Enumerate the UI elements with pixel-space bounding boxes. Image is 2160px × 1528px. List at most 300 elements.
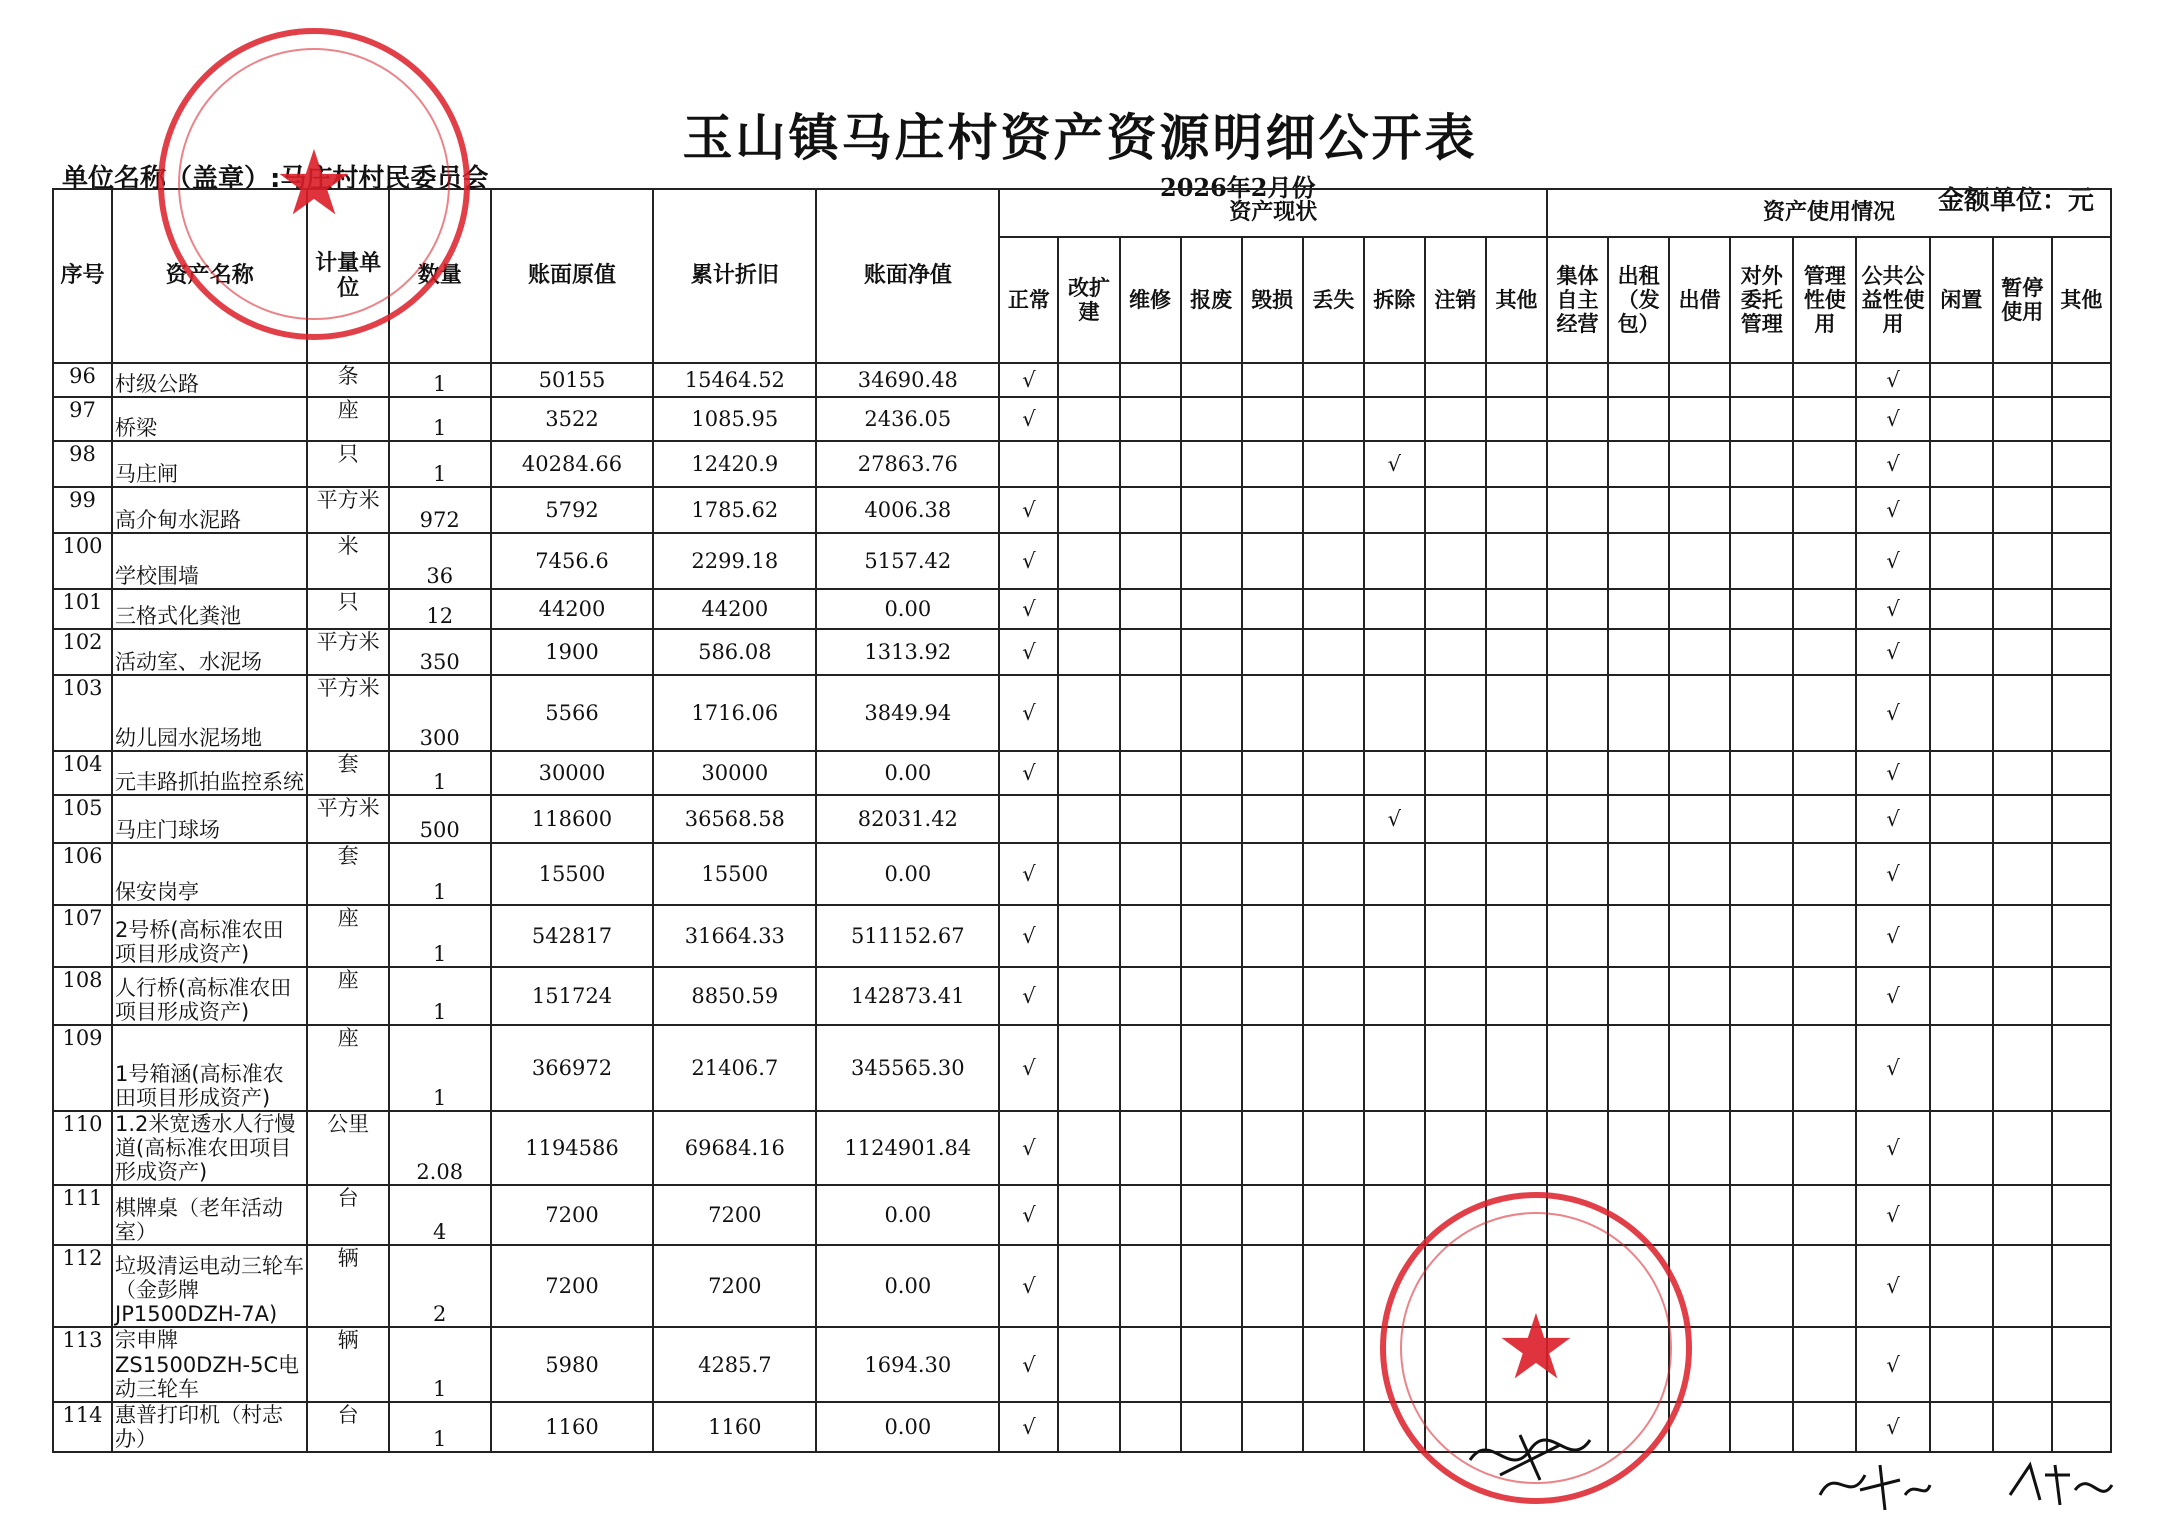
row-no: 107	[53, 905, 112, 967]
status-cell	[1120, 1111, 1181, 1185]
status-cell	[1486, 675, 1547, 751]
row-qty: 36	[389, 533, 491, 589]
status-cell	[1181, 1025, 1242, 1111]
row-unit: 平方米	[307, 487, 388, 533]
usage-cell	[1547, 533, 1608, 589]
status-cell	[1486, 905, 1547, 967]
table-row	[53, 1111, 2111, 1185]
usage-cell	[1793, 751, 1856, 795]
status-cell	[1181, 629, 1242, 675]
status-cell	[1242, 629, 1303, 675]
usage-cell	[1930, 1402, 1993, 1452]
row-original-value: 50155	[491, 363, 654, 397]
status-cell	[1181, 1245, 1242, 1327]
seal-star-icon: ★	[1495, 1295, 1577, 1400]
status-cell	[1425, 751, 1486, 795]
usage-cell	[1793, 1111, 1856, 1185]
usage-check-mark: √	[1856, 1025, 1929, 1111]
usage-cell	[2052, 363, 2111, 397]
status-cell	[1242, 967, 1303, 1025]
status-check-mark: √	[999, 1185, 1058, 1245]
usage-cell	[1669, 675, 1730, 751]
row-asset-name: 活动室、水泥场	[112, 629, 307, 675]
usage-cell	[2052, 1111, 2111, 1185]
status-cell	[1058, 905, 1119, 967]
usage-cell	[2052, 629, 2111, 675]
row-unit: 只	[307, 589, 388, 629]
row-qty: 1	[389, 751, 491, 795]
usage-cell	[1993, 1111, 2052, 1185]
status-check-mark: √	[999, 363, 1058, 397]
row-asset-name: 人行桥(高标准农田项目形成资产)	[112, 967, 307, 1025]
status-cell	[1425, 905, 1486, 967]
row-net-value: 1124901.84	[816, 1111, 999, 1185]
status-cell	[1120, 843, 1181, 905]
row-no: 100	[53, 533, 112, 589]
status-cell	[1486, 589, 1547, 629]
status-cell	[1181, 441, 1242, 487]
row-asset-name: 元丰路抓拍监控系统	[112, 751, 307, 795]
status-cell	[1486, 795, 1547, 843]
usage-cell	[1930, 905, 1993, 967]
row-no: 108	[53, 967, 112, 1025]
status-cell	[1242, 533, 1303, 589]
row-net-value: 5157.42	[816, 533, 999, 589]
row-unit: 辆	[307, 1245, 388, 1327]
usage-cell	[1993, 1402, 2052, 1452]
usage-cell	[1669, 751, 1730, 795]
row-original-value: 542817	[491, 905, 654, 967]
usage-cell	[2052, 795, 2111, 843]
status-cell	[1120, 795, 1181, 843]
usage-cell	[2052, 1025, 2111, 1111]
status-cell	[1486, 363, 1547, 397]
status-cell	[1181, 905, 1242, 967]
usage-cell	[1730, 675, 1793, 751]
status-cell	[1181, 589, 1242, 629]
status-cell	[1242, 1327, 1303, 1401]
usage-cell	[1993, 441, 2052, 487]
row-no: 104	[53, 751, 112, 795]
status-cell	[1486, 1111, 1547, 1185]
row-net-value: 345565.30	[816, 1025, 999, 1111]
usage-check-mark: √	[1856, 675, 1929, 751]
status-cell	[1181, 397, 1242, 441]
row-net-value: 0.00	[816, 1402, 999, 1452]
usage-cell	[1930, 1327, 1993, 1401]
header-status-col: 注销	[1425, 237, 1486, 363]
row-asset-name: 保安岗亭	[112, 843, 307, 905]
row-asset-name: 1.2米宽透水人行慢道(高标准农田项目形成资产)	[112, 1111, 307, 1185]
usage-cell	[1608, 751, 1669, 795]
usage-cell	[1793, 905, 1856, 967]
status-cell	[1181, 363, 1242, 397]
status-cell	[1058, 1245, 1119, 1327]
status-cell	[1303, 905, 1364, 967]
status-cell	[1120, 629, 1181, 675]
row-no: 97	[53, 397, 112, 441]
usage-cell	[2052, 1402, 2111, 1452]
status-cell	[1058, 795, 1119, 843]
status-cell	[1181, 843, 1242, 905]
status-cell	[1364, 1111, 1425, 1185]
row-depreciation: 1085.95	[653, 397, 816, 441]
row-depreciation: 8850.59	[653, 967, 816, 1025]
status-cell	[1486, 487, 1547, 533]
row-unit: 公里	[307, 1111, 388, 1185]
unit-name-label: 单位名称（盖章）:马庄村村民委员会	[62, 164, 489, 194]
row-net-value: 0.00	[816, 589, 999, 629]
status-cell	[1058, 441, 1119, 487]
status-cell	[1364, 589, 1425, 629]
header-unit: 计量单位	[307, 189, 388, 363]
row-qty: 1	[389, 441, 491, 487]
row-depreciation: 586.08	[653, 629, 816, 675]
row-asset-name: 棋牌桌（老年活动室）	[112, 1185, 307, 1245]
row-net-value: 511152.67	[816, 905, 999, 967]
row-asset-name: 高介甸水泥路	[112, 487, 307, 533]
row-net-value: 82031.42	[816, 795, 999, 843]
row-depreciation: 15500	[653, 843, 816, 905]
status-cell	[1058, 967, 1119, 1025]
status-cell	[1303, 629, 1364, 675]
row-depreciation: 31664.33	[653, 905, 816, 967]
usage-cell	[1930, 843, 1993, 905]
row-depreciation: 1716.06	[653, 675, 816, 751]
usage-cell	[1730, 795, 1793, 843]
usage-cell	[1608, 487, 1669, 533]
usage-cell	[1608, 589, 1669, 629]
status-cell	[1120, 363, 1181, 397]
row-unit: 套	[307, 751, 388, 795]
usage-cell	[1930, 487, 1993, 533]
status-cell	[1303, 1185, 1364, 1245]
status-cell	[1364, 675, 1425, 751]
status-cell	[1242, 363, 1303, 397]
table-row	[53, 1185, 2111, 1245]
header-net: 账面净值	[816, 189, 999, 363]
page-title: 玉山镇马庄村资产资源明细公开表	[682, 109, 1478, 167]
status-check-mark: √	[999, 629, 1058, 675]
row-original-value: 1160	[491, 1402, 654, 1452]
usage-cell	[1608, 1025, 1669, 1111]
usage-cell	[2052, 397, 2111, 441]
status-cell	[1058, 1327, 1119, 1401]
status-cell	[1242, 1402, 1303, 1452]
row-original-value: 5792	[491, 487, 654, 533]
status-cell	[1120, 1025, 1181, 1111]
status-cell	[1120, 1245, 1181, 1327]
status-cell	[999, 795, 1058, 843]
header-status-col: 改扩建	[1058, 237, 1119, 363]
status-check-mark: √	[999, 843, 1058, 905]
table-row	[53, 487, 2111, 533]
table-row	[53, 397, 2111, 441]
table-row	[53, 1327, 2111, 1401]
usage-check-mark: √	[1856, 397, 1929, 441]
status-cell	[1120, 1402, 1181, 1452]
row-qty: 2	[389, 1245, 491, 1327]
usage-check-mark: √	[1856, 905, 1929, 967]
status-cell	[1364, 967, 1425, 1025]
usage-cell	[1730, 589, 1793, 629]
row-net-value: 0.00	[816, 1185, 999, 1245]
row-depreciation: 4285.7	[653, 1327, 816, 1401]
usage-cell	[1730, 1111, 1793, 1185]
status-check-mark: √	[999, 1245, 1058, 1327]
status-check-mark: √	[1364, 795, 1425, 843]
row-original-value: 44200	[491, 589, 654, 629]
row-no: 103	[53, 675, 112, 751]
status-cell	[1425, 397, 1486, 441]
usage-cell	[1993, 629, 2052, 675]
usage-cell	[1930, 1185, 1993, 1245]
usage-cell	[1993, 1327, 2052, 1401]
usage-check-mark: √	[1856, 1185, 1929, 1245]
status-cell	[1425, 675, 1486, 751]
status-cell	[1120, 589, 1181, 629]
usage-cell	[1793, 1327, 1856, 1401]
usage-cell	[1793, 795, 1856, 843]
status-cell	[1486, 397, 1547, 441]
status-cell	[1058, 1025, 1119, 1111]
usage-cell	[1608, 1111, 1669, 1185]
usage-cell	[1993, 905, 2052, 967]
usage-cell	[2052, 843, 2111, 905]
usage-cell	[1930, 441, 1993, 487]
usage-cell	[1730, 397, 1793, 441]
row-unit: 座	[307, 967, 388, 1025]
header-status-col: 丢失	[1303, 237, 1364, 363]
status-check-mark: √	[999, 589, 1058, 629]
status-cell	[1058, 843, 1119, 905]
status-cell	[1303, 533, 1364, 589]
row-no: 112	[53, 1245, 112, 1327]
status-cell	[1364, 1185, 1425, 1245]
row-depreciation: 12420.9	[653, 441, 816, 487]
status-check-mark: √	[999, 397, 1058, 441]
header-name: 资产名称	[112, 189, 307, 363]
status-cell	[1303, 363, 1364, 397]
row-unit: 座	[307, 905, 388, 967]
row-unit: 台	[307, 1185, 388, 1245]
usage-cell	[1669, 843, 1730, 905]
usage-cell	[1730, 441, 1793, 487]
usage-cell	[2052, 1185, 2111, 1245]
usage-cell	[1608, 629, 1669, 675]
status-cell	[1425, 1025, 1486, 1111]
status-cell	[1120, 675, 1181, 751]
usage-cell	[1993, 363, 2052, 397]
status-cell	[1303, 487, 1364, 533]
status-cell	[1303, 795, 1364, 843]
row-asset-name: 学校围墙	[112, 533, 307, 589]
row-no: 114	[53, 1402, 112, 1452]
usage-cell	[1930, 751, 1993, 795]
table-row	[53, 1025, 2111, 1111]
usage-cell	[1930, 1245, 1993, 1327]
status-cell	[999, 441, 1058, 487]
usage-cell	[1669, 397, 1730, 441]
header-status-col: 维修	[1120, 237, 1181, 363]
row-original-value: 7200	[491, 1245, 654, 1327]
usage-cell	[1547, 1111, 1608, 1185]
usage-cell	[1669, 533, 1730, 589]
usage-cell	[1547, 363, 1608, 397]
usage-cell	[1669, 905, 1730, 967]
status-cell	[1425, 487, 1486, 533]
usage-cell	[1730, 1245, 1793, 1327]
status-cell	[1181, 675, 1242, 751]
row-unit: 平方米	[307, 675, 388, 751]
usage-cell	[1993, 1185, 2052, 1245]
status-cell	[1058, 397, 1119, 441]
row-unit: 座	[307, 1025, 388, 1111]
status-cell	[1303, 1025, 1364, 1111]
header-usage-col: 其他	[2052, 237, 2111, 363]
official-seal-top	[158, 28, 470, 340]
row-asset-name: 马庄闸	[112, 441, 307, 487]
usage-cell	[1608, 967, 1669, 1025]
usage-cell	[1608, 675, 1669, 751]
status-cell	[1058, 1402, 1119, 1452]
signature-2	[1810, 1450, 1940, 1520]
table-row	[53, 751, 2111, 795]
row-original-value: 7456.6	[491, 533, 654, 589]
header-status-col: 其他	[1486, 237, 1547, 363]
usage-cell	[1793, 675, 1856, 751]
row-original-value: 30000	[491, 751, 654, 795]
status-cell	[1303, 1402, 1364, 1452]
row-unit: 条	[307, 363, 388, 397]
status-cell	[1058, 533, 1119, 589]
status-cell	[1303, 397, 1364, 441]
row-asset-name: 桥梁	[112, 397, 307, 441]
usage-cell	[1547, 843, 1608, 905]
usage-cell	[1608, 441, 1669, 487]
header-usage-col: 公共公益性使用	[1856, 237, 1929, 363]
usage-cell	[1730, 533, 1793, 589]
usage-cell	[1608, 843, 1669, 905]
row-asset-name: 幼儿园水泥场地	[112, 675, 307, 751]
row-qty: 1	[389, 905, 491, 967]
status-cell	[1242, 1111, 1303, 1185]
status-cell	[1486, 751, 1547, 795]
status-cell	[1242, 675, 1303, 751]
usage-check-mark: √	[1856, 1111, 1929, 1185]
row-unit: 辆	[307, 1327, 388, 1401]
status-cell	[1486, 441, 1547, 487]
table-row	[53, 1402, 2111, 1452]
header-status-col: 报废	[1181, 237, 1242, 363]
status-cell	[1486, 1025, 1547, 1111]
row-qty: 1	[389, 843, 491, 905]
row-no: 106	[53, 843, 112, 905]
row-original-value: 7200	[491, 1185, 654, 1245]
status-cell	[1425, 629, 1486, 675]
row-net-value: 3849.94	[816, 675, 999, 751]
status-cell	[1364, 843, 1425, 905]
usage-cell	[1993, 397, 2052, 441]
usage-cell	[2052, 905, 2111, 967]
status-cell	[1120, 487, 1181, 533]
usage-cell	[1930, 795, 1993, 843]
table-row	[53, 363, 2111, 397]
row-unit: 米	[307, 533, 388, 589]
status-cell	[1425, 843, 1486, 905]
row-original-value: 1900	[491, 629, 654, 675]
header-status-group: 资产现状	[999, 189, 1547, 237]
signature-3	[2000, 1455, 2120, 1515]
table-row	[53, 905, 2111, 967]
row-net-value: 1694.30	[816, 1327, 999, 1401]
status-cell	[1181, 1185, 1242, 1245]
status-cell	[1242, 1185, 1303, 1245]
usage-cell	[2052, 675, 2111, 751]
usage-cell	[2052, 967, 2111, 1025]
row-no: 105	[53, 795, 112, 843]
row-original-value: 5566	[491, 675, 654, 751]
header-usage-col: 暂停使用	[1993, 237, 2052, 363]
status-cell	[1364, 1025, 1425, 1111]
usage-cell	[1669, 629, 1730, 675]
status-cell	[1486, 967, 1547, 1025]
status-cell	[1181, 1327, 1242, 1401]
status-check-mark: √	[999, 967, 1058, 1025]
report-period: 2026年2月份	[1160, 173, 1316, 202]
status-cell	[1486, 843, 1547, 905]
status-cell	[1120, 441, 1181, 487]
row-unit: 平方米	[307, 795, 388, 843]
usage-cell	[1993, 589, 2052, 629]
usage-cell	[1730, 905, 1793, 967]
row-depreciation: 36568.58	[653, 795, 816, 843]
status-cell	[1425, 533, 1486, 589]
row-asset-name: 2号桥(高标准农田项目形成资产)	[112, 905, 307, 967]
status-check-mark: √	[999, 1025, 1058, 1111]
table-row	[53, 533, 2111, 589]
usage-cell	[1793, 1402, 1856, 1452]
usage-cell	[1793, 363, 1856, 397]
row-qty: 1	[389, 397, 491, 441]
row-asset-name: 惠普打印机（村志办）	[112, 1402, 307, 1452]
usage-cell	[1608, 397, 1669, 441]
usage-cell	[1669, 589, 1730, 629]
status-check-mark: √	[1364, 441, 1425, 487]
status-cell	[1242, 843, 1303, 905]
usage-cell	[1793, 1025, 1856, 1111]
usage-cell	[1930, 967, 1993, 1025]
row-original-value: 151724	[491, 967, 654, 1025]
row-original-value: 366972	[491, 1025, 654, 1111]
status-cell	[1058, 1111, 1119, 1185]
usage-check-mark: √	[1856, 1402, 1929, 1452]
row-net-value: 142873.41	[816, 967, 999, 1025]
row-depreciation: 1160	[653, 1402, 816, 1452]
usage-cell	[1930, 1111, 1993, 1185]
status-cell	[1058, 751, 1119, 795]
status-cell	[1120, 751, 1181, 795]
status-cell	[1242, 1025, 1303, 1111]
header-status-col: 毁损	[1242, 237, 1303, 363]
row-asset-name: 垃圾清运电动三轮车（金彭牌JP1500DZH-7A)	[112, 1245, 307, 1327]
usage-cell	[1547, 589, 1608, 629]
row-original-value: 118600	[491, 795, 654, 843]
usage-cell	[1669, 1185, 1730, 1245]
row-no: 99	[53, 487, 112, 533]
status-cell	[1058, 675, 1119, 751]
row-depreciation: 15464.52	[653, 363, 816, 397]
